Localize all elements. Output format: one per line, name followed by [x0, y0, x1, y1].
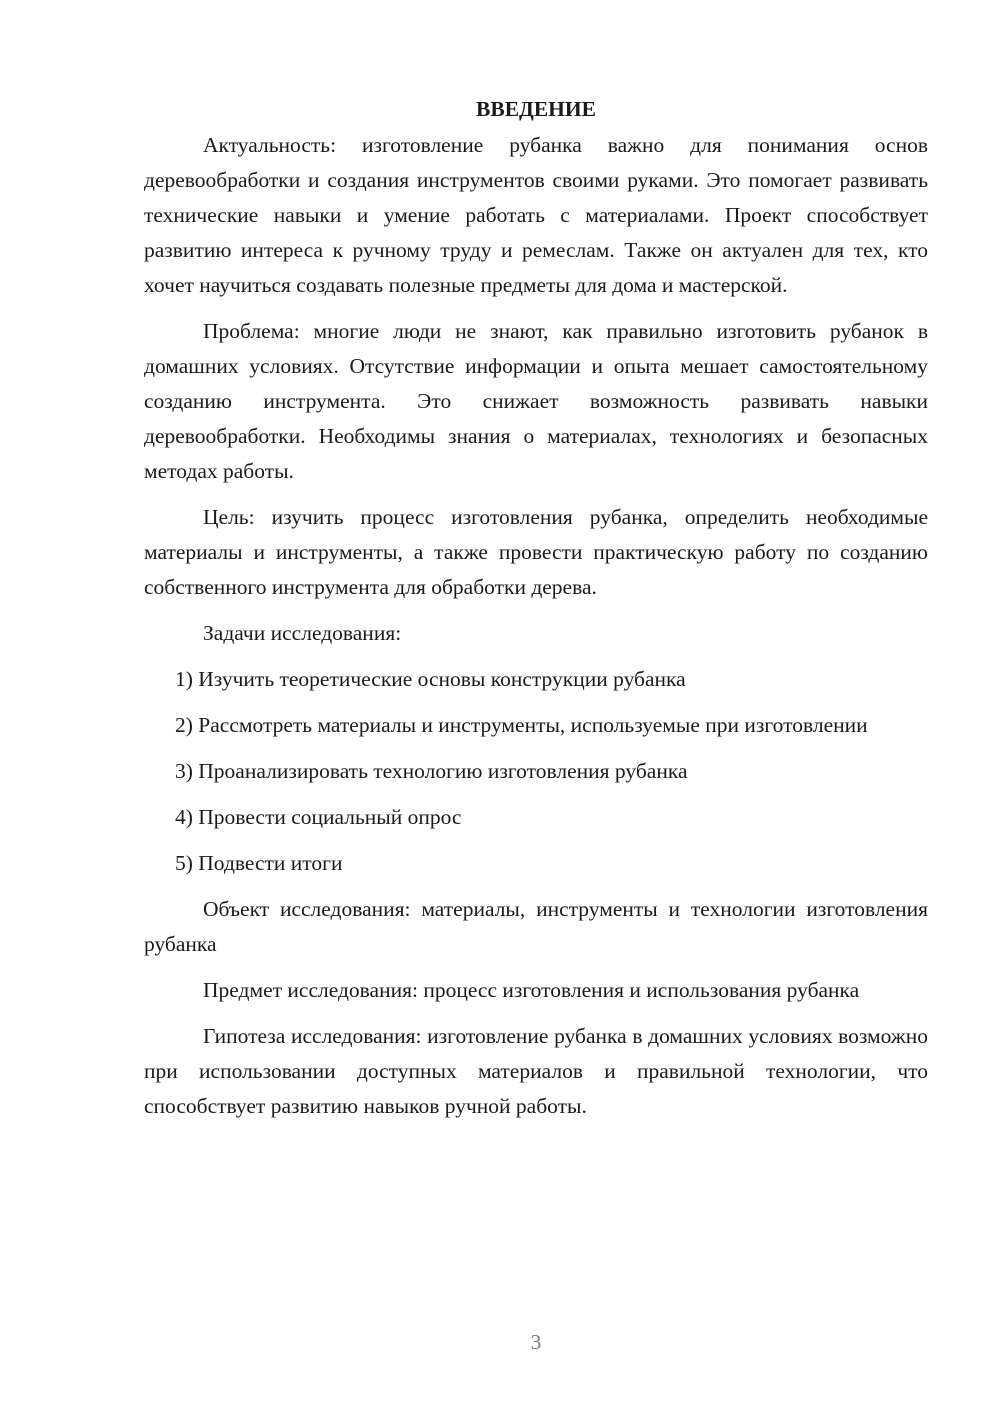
hypothesis-paragraph: Гипотеза исследования: изготовление рубанка в домашних условиях возможно при использовании доступных материалов и правильной технологии, что способствует развитию навыков ручной работы. [144, 1024, 928, 1118]
page-body [144, 92, 928, 1135]
tasks-intro: Задачи исследования: [203, 621, 402, 645]
subject-paragraph: Предмет исследования: процесс изготовления и использования рубанка [203, 978, 860, 1002]
task-item: 5) Подвести итоги [175, 851, 343, 875]
task-item: 1) Изучить теоретические основы конструкции рубанка [175, 667, 686, 691]
task-item: 4) Провести социальный опрос [175, 805, 462, 829]
goal-paragraph: Цель: изучить процесс изготовления рубанка, определить необходимые материалы и инструменты, а также провести практическую работу по созданию собственного инструмента для обработки дерева. [144, 505, 928, 599]
page-number: 3 [530, 1330, 542, 1354]
section-heading: ВВЕДЕНИЕ [476, 97, 596, 121]
problem-paragraph: Проблема: многие люди не знают, как правильно изготовить рубанок в домашних условиях. Отсутствие информации и опыта мешает самостоятельному созданию инструмента. Это снижает возможность развивать навыки деревообработки. Необходимы знания о материалах, технологиях и безопасных методах работы. [144, 319, 928, 483]
task-item: 3) Проанализировать технологию изготовления рубанка [175, 759, 688, 783]
relevance-paragraph: Актуальность: изготовление рубанка важно для понимания основ деревообработки и создания инструментов своими руками. Это помогает развивать технические навыки и умение работать с материалами. Проект способствует развитию интереса к ручному труду и ремеслам. Также он актуален для тех, кто хочет научиться создавать полезные предметы для дома и мастерской. [144, 133, 928, 297]
task-item: 2) Рассмотреть материалы и инструменты, используемые при изготовлении [175, 713, 868, 737]
object-paragraph: Объект исследования: материалы, инструменты и технологии изготовления рубанка [144, 897, 928, 956]
